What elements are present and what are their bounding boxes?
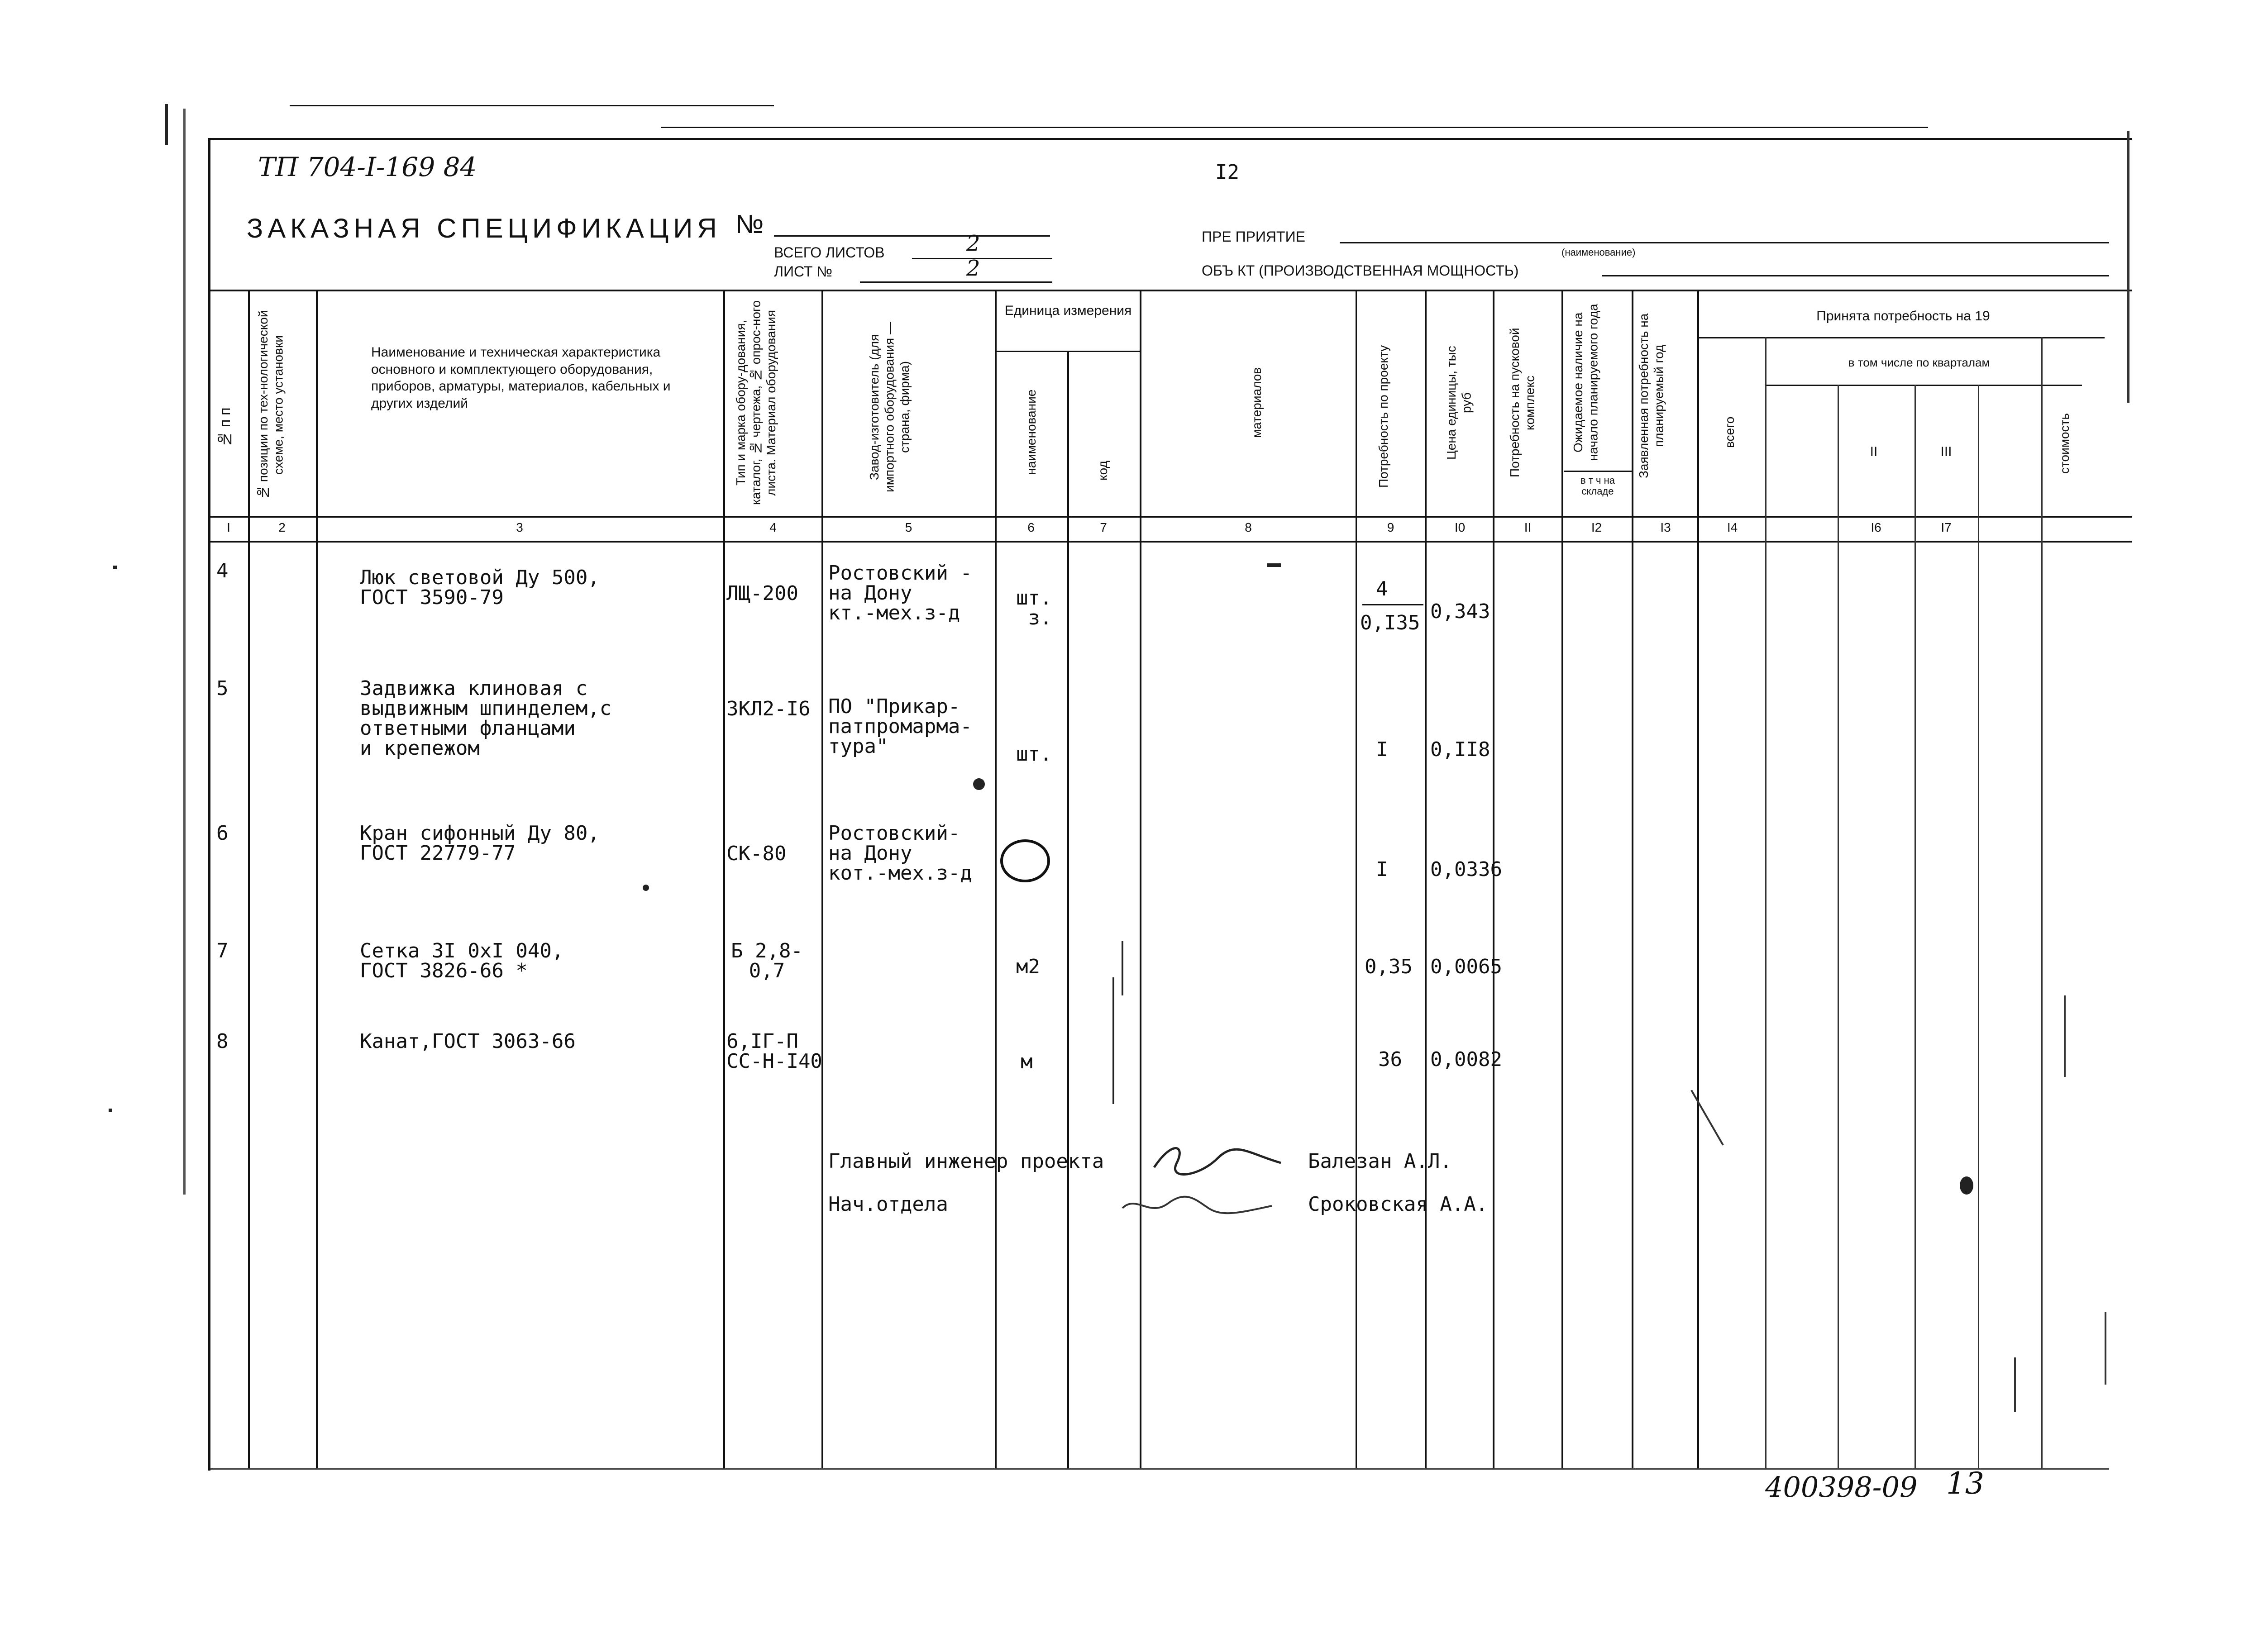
colnum-11: II <box>1524 520 1532 534</box>
scan-mark <box>973 778 985 790</box>
row-4-number: 4 <box>216 559 229 582</box>
page-title: ЗАКАЗНАЯ СПЕЦИФИКАЦИЯ <box>247 213 721 243</box>
colnum-13: I3 <box>1660 520 1671 534</box>
row-5-type: ЗКЛ2-I6 <box>726 697 811 720</box>
number-line <box>774 235 1050 237</box>
colnum-12: I2 <box>1591 520 1602 534</box>
col-line-4 <box>821 290 823 1468</box>
col-line-2 <box>316 290 318 1468</box>
colnum-17: I7 <box>1941 520 1952 534</box>
row-7-name: Сетка ЗI 0xI 040, ГОСТ 3826-66 * <box>360 939 564 982</box>
row-6-number: 6 <box>216 822 229 845</box>
colnum-2: 2 <box>278 520 286 534</box>
left-border <box>208 138 210 1471</box>
chief-engineer-signature <box>1145 1136 1294 1185</box>
group14-header: Принята потребность на 19 <box>1816 309 1990 324</box>
row-6-name: Кран сифонный Ду 80, ГОСТ 22779-77 <box>360 822 600 865</box>
document-code: ТП 704-I-169 84 <box>258 152 477 182</box>
scan-mark <box>1112 977 1114 1104</box>
scan-mark <box>643 885 649 891</box>
colnum-14: I4 <box>1727 520 1738 534</box>
department-head-signature <box>1118 1181 1285 1226</box>
colnum-1: I <box>227 520 230 534</box>
col-header-3: Наименование и техническая характеристика основного и комплектующего оборудования, приборов, арматуры, материалов, кабельных и других изделий <box>371 345 671 411</box>
scan-mark <box>113 566 117 569</box>
chief-engineer-name: Балезан А.Л. <box>1308 1150 1452 1173</box>
scan-mark <box>1267 563 1281 567</box>
top-rule-2 <box>661 127 1928 128</box>
col-line-16 <box>1914 385 1916 1468</box>
col-header-17: III <box>1940 444 1952 459</box>
col-line-18 <box>2041 337 2043 1468</box>
department-head-label: Нач.отдела <box>828 1193 948 1216</box>
col-header-13: Заявленная потребность на планируемый год <box>1637 313 1666 479</box>
col-header-1: № п п <box>217 407 233 448</box>
enterprise-label: ПРЕ ПРИЯТИЕ <box>1202 229 1305 245</box>
row-5-number: 5 <box>216 677 229 700</box>
row-5-maker: ПО "Прикар- патпромармa- тура" <box>828 695 972 758</box>
row-4-unit: шт. з. <box>1016 586 1052 629</box>
row-8-number: 8 <box>216 1030 229 1053</box>
total-sheets-line <box>912 258 1052 259</box>
colnum-3: 3 <box>516 520 523 534</box>
enterprise-line <box>1340 242 2109 243</box>
col-line-6 <box>1067 351 1069 1468</box>
archive-code: 400398-09 <box>1765 1471 1918 1504</box>
column-numbers-bottom <box>208 541 2132 543</box>
col-line-15 <box>1838 385 1839 1468</box>
colnum-7: 7 <box>1100 520 1107 534</box>
row-6-qty: I <box>1376 858 1388 881</box>
row-7-unit: м2 <box>1016 955 1040 978</box>
row-7-number: 7 <box>216 939 229 962</box>
col-line-7 <box>1140 290 1141 1468</box>
col-line-14 <box>1765 337 1766 1468</box>
row-8-name: Канат,ГОСТ 3063-66 <box>360 1030 576 1053</box>
group15-header: в том числе по кварталам <box>1848 356 1990 369</box>
col-header-7: код <box>1096 461 1110 481</box>
col-header-16: II <box>1870 444 1878 459</box>
scan-mark <box>2127 131 2129 403</box>
colnum-5: 5 <box>905 520 912 534</box>
col-header-6: наименование <box>1024 389 1038 475</box>
scan-mark <box>183 109 186 1195</box>
naimenovanie-note: (наименование) <box>1561 247 1636 258</box>
scan-mark <box>109 1109 112 1112</box>
row-5-price: 0,II8 <box>1430 738 1490 761</box>
bottom-border <box>208 1468 2109 1470</box>
top-rule-1 <box>290 105 774 106</box>
col-header-11: Потребность на пусковой комплекс <box>1508 328 1537 478</box>
col-line-9 <box>1425 290 1427 1468</box>
row-5-unit: шт. <box>1016 743 1052 766</box>
col-header-18: стоимость <box>2058 413 2072 474</box>
colnum-16: I6 <box>1871 520 1881 534</box>
col-header-10: Цена единицы, тыс руб <box>1444 346 1474 460</box>
row-5-qty: I <box>1376 738 1388 761</box>
object-label: ОБЪ КТ (ПРОИЗВОДСТВЕННАЯ МОЩНОСТЬ) <box>1202 262 1519 279</box>
sheet-label: ЛИСТ № <box>774 263 832 280</box>
col-header-2: № позиции по тех-нологической схеме, место установки <box>256 310 286 500</box>
header-divider <box>208 290 2132 291</box>
col-line-3 <box>723 290 725 1468</box>
row-8-qty: 36 <box>1378 1048 1402 1071</box>
number-sign: № <box>735 209 764 239</box>
col-line-13 <box>1697 290 1699 1468</box>
row-7-type: Б 2,8- 0,7 <box>731 939 803 982</box>
col-header-14: всего <box>1723 416 1737 448</box>
col-line-5 <box>995 290 997 1468</box>
colnum-8: 8 <box>1245 520 1252 534</box>
sheet-line <box>860 281 1052 283</box>
total-sheets-value: 2 <box>966 231 980 256</box>
col-line-12 <box>1632 290 1633 1468</box>
row-4-maker: Ростовский - на Дону кт.-мех.з-д <box>828 562 972 624</box>
row-7-price: 0,0065 <box>1430 955 1502 978</box>
col-header-5: Завод-изготовитель (для импортного оборудования — страна, фирма) <box>867 322 912 493</box>
colnum-9: 9 <box>1387 520 1394 534</box>
col12-sub-divider <box>1564 471 1632 472</box>
row-6-type: СК-80 <box>726 842 787 865</box>
scan-mark <box>2105 1312 2106 1385</box>
scan-mark <box>165 104 168 145</box>
column-numbers-top <box>208 516 2132 518</box>
row-5-name: Задвижка клиновая с выдвижным шпинделем,с ответными фланцами и крепежом <box>360 677 612 760</box>
top-border <box>208 138 2132 140</box>
colnum-10: I0 <box>1454 520 1466 534</box>
col-header-8: материалов <box>1250 367 1264 438</box>
unit-group-header: Единица измерения <box>1004 303 1132 318</box>
row-4-qty-fraction-line <box>1362 604 1423 605</box>
scan-mark <box>1960 1176 1973 1195</box>
row-7-qty: 0,35 <box>1365 955 1413 978</box>
department-head-name: Сроковская А.А. <box>1308 1193 1488 1216</box>
chief-engineer-label: Главный инженер проекта <box>828 1150 1104 1173</box>
col-line-11 <box>1561 290 1563 1468</box>
row-4-qty-denominator: 0,I35 <box>1360 611 1420 634</box>
row-4-price: 0,343 <box>1430 600 1490 623</box>
row-4-type: ЛЩ-200 <box>726 582 798 605</box>
scan-mark <box>1122 941 1123 995</box>
row-6-maker: Ростовский- на Дону кот.-мех.з-д <box>828 822 972 885</box>
scan-mark <box>2064 995 2066 1077</box>
col-line-8 <box>1356 290 1357 1468</box>
row-8-type: 6,IГ-П СС-Н-I40 <box>726 1030 822 1073</box>
row-4-name: Люк световой Ду 500, ГОСТ 3590-79 <box>360 566 600 609</box>
sheet-value: 2 <box>966 256 980 281</box>
total-sheets-label: ВСЕГО ЛИСТОВ <box>774 244 885 261</box>
col-header-12-sub: в т ч на складе <box>1580 475 1615 497</box>
col-line-17 <box>1978 385 1979 1468</box>
group14-divider <box>1697 337 2105 338</box>
col-header-4: Тип и марка обору-дования, каталог, № чертежа, № опрос-ного листа. Материал оборудования <box>734 300 778 505</box>
scan-mark <box>2014 1357 2016 1412</box>
colnum-4: 4 <box>769 520 777 534</box>
scan-mark <box>1690 1090 1724 1145</box>
object-line <box>1602 275 2109 276</box>
col-line-1 <box>248 290 250 1468</box>
col-header-12: Ожидаемое наличие на начало планируемого года <box>1571 304 1600 461</box>
ink-blot <box>1000 839 1050 882</box>
row-8-price: 0,0082 <box>1430 1048 1502 1071</box>
col-header-9: Потребность по проекту <box>1376 345 1390 488</box>
colnum-6: 6 <box>1027 520 1035 534</box>
archive-sheet: 13 <box>1946 1466 1984 1501</box>
row-4-qty: 4 <box>1376 577 1388 600</box>
group15-divider <box>1765 385 2082 386</box>
row-6-price: 0,0336 <box>1430 858 1502 881</box>
row-8-unit: м <box>1021 1050 1033 1073</box>
page-number: I2 <box>1215 161 1239 184</box>
